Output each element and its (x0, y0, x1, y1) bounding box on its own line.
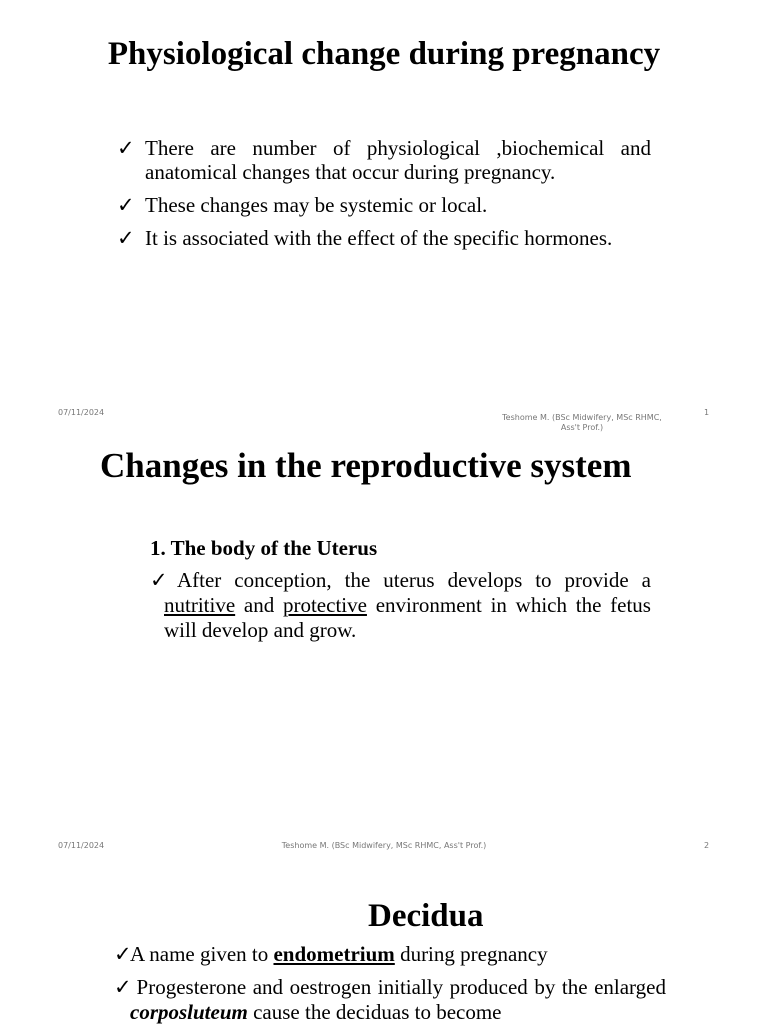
slide-title: Decidua (368, 898, 484, 934)
checkmark-icon: ✓ (114, 942, 132, 966)
bullet-list (114, 942, 666, 1024)
term-endometrium: endometrium (273, 942, 395, 966)
term-protective: protective (282, 593, 367, 617)
list-item: ✓ These changes may be systemic or local. (117, 193, 488, 217)
slide-2 (0, 432, 768, 864)
slide-3 (0, 864, 768, 1024)
footer-author: Teshome M. (BSc Midwifery, MSc RHMC, Ass't Prof.) (502, 413, 662, 432)
list-item: ✓ After conception, the uterus develops to provide a nutritive and protective environment in which the fetus will develop and grow. (150, 568, 651, 642)
bullet-list (117, 136, 651, 259)
checkmark-icon: ✓ (117, 136, 135, 160)
slide-title: Physiological change during pregnancy (107, 36, 661, 72)
checkmark-icon: ✓ (114, 975, 132, 999)
slide-1 (0, 0, 768, 432)
term-nutritive: nutritive (164, 593, 236, 617)
footer-date: 07/11/2024 (58, 841, 105, 850)
footer-page-number: 2 (704, 841, 710, 850)
list-item: ✓ There are number of physiological ,biochemical and anatomical changes that occur during pregnancy. (117, 136, 651, 184)
checkmark-icon: ✓ (150, 568, 168, 592)
checkmark-icon: ✓ (117, 193, 135, 217)
bullet-list (150, 568, 651, 643)
term-corposluteum: corposluteum (130, 1000, 248, 1024)
checkmark-icon: ✓ (117, 226, 135, 250)
subheading: 1. The body of the Uterus (150, 536, 378, 560)
footer-date: 07/11/2024 (58, 408, 105, 417)
footer-page-number: 1 (704, 408, 710, 417)
list-item: ✓ A name given to endometrium during pregnancy (114, 942, 548, 966)
footer-author: Teshome M. (BSc Midwifery, MSc RHMC, Ass't Prof.) (281, 841, 487, 850)
list-item: ✓ Progesterone and oestrogen initially produced by the enlarged corposluteum cause the deciduas to become (114, 975, 666, 1024)
slide-title: Changes in the reproductive system (100, 446, 632, 485)
list-item: ✓ It is associated with the effect of the specific hormones. (117, 226, 613, 250)
